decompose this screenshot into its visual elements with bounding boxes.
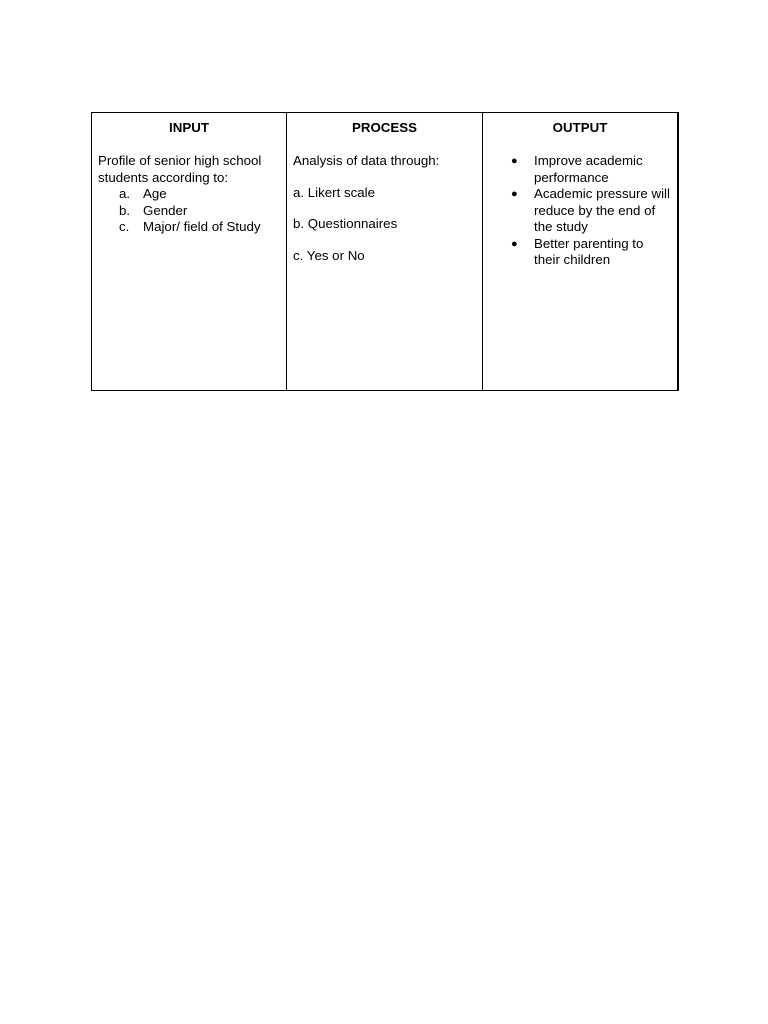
- list-item-text: Better parenting to their children: [534, 235, 644, 267]
- bullet-icon: ●: [511, 155, 518, 167]
- list-marker: b.: [119, 202, 131, 218]
- list-item-text: Age: [143, 186, 167, 201]
- bullet-icon: ●: [511, 188, 518, 200]
- ipo-table: [91, 112, 679, 391]
- process-item-yes-no: c. Yes or No: [293, 247, 365, 263]
- process-intro: Analysis of data through:: [293, 153, 440, 168]
- list-item-text: Major/ field of Study: [143, 219, 261, 234]
- process-column: [287, 113, 483, 390]
- list-item: [98, 186, 280, 203]
- output-heading: OUTPUT: [552, 120, 608, 135]
- list-item: [489, 153, 671, 186]
- input-intro: Profile of senior high school students according to:: [98, 153, 262, 185]
- list-item: [489, 236, 671, 269]
- output-list: [489, 153, 671, 269]
- list-item-text: Academic pressure will reduce by the end of the study: [534, 186, 670, 234]
- bullet-icon: ●: [511, 237, 518, 250]
- list-item: [98, 219, 280, 236]
- process-item-likert: a. Likert scale: [293, 184, 376, 200]
- input-column: [92, 113, 287, 390]
- process-item-questionnaires: b. Questionnaires: [293, 216, 398, 231]
- list-item-text: Gender: [143, 202, 188, 218]
- list-marker: c.: [119, 219, 130, 234]
- input-heading: INPUT: [169, 120, 209, 135]
- list-item: [98, 203, 280, 220]
- list-item-text: Improve academic performance: [534, 153, 643, 185]
- list-item: [489, 186, 671, 236]
- input-list: [98, 186, 280, 236]
- output-column: [483, 113, 677, 390]
- list-marker: a.: [119, 186, 131, 201]
- process-heading: PROCESS: [351, 120, 418, 135]
